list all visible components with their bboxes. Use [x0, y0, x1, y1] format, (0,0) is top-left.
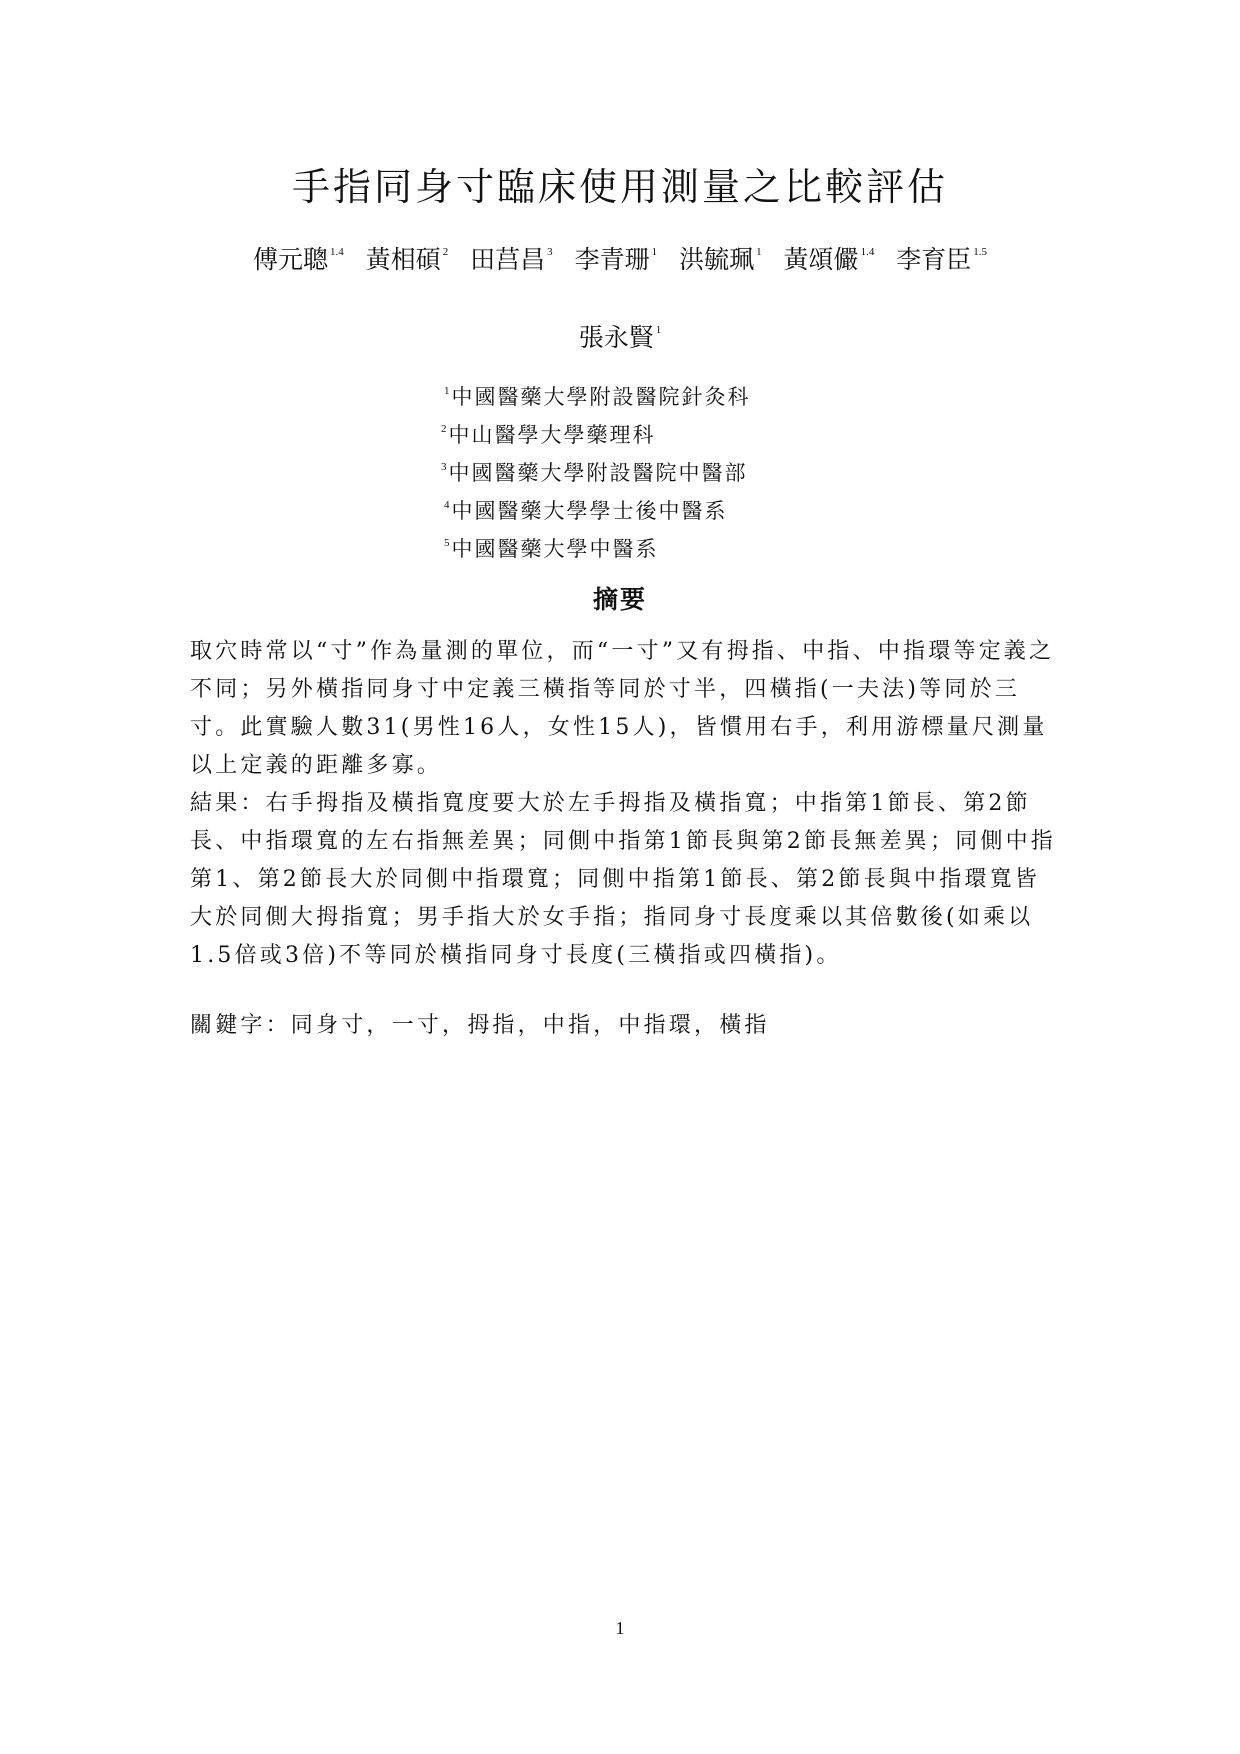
- author-list: [0, 240, 1240, 280]
- author-name: 李青珊: [574, 245, 650, 274]
- author: [253, 245, 344, 274]
- page-number: 1: [615, 1618, 625, 1638]
- author: [366, 245, 449, 274]
- affiliation-text: 中國醫藥大學學士後中醫系: [451, 499, 728, 523]
- author-name: 張永賢: [578, 323, 654, 352]
- author: [784, 245, 875, 274]
- author-affiliation-mark: 2: [442, 246, 449, 258]
- author-name: 傅元聰: [252, 245, 328, 274]
- affiliation-text: 中國醫藥大學附設醫院針灸科: [451, 385, 751, 409]
- author-list-line2: [0, 318, 1240, 358]
- affiliation-item: [444, 492, 964, 530]
- author-name: 洪毓珮: [679, 245, 755, 274]
- author: [579, 323, 662, 352]
- author-affiliation-mark: 1.4: [329, 246, 344, 258]
- author-affiliation-mark: 1: [655, 324, 662, 336]
- author-affiliation-mark: 1.4: [860, 246, 875, 258]
- affiliation-item: [444, 530, 964, 568]
- affiliation-item: [441, 416, 964, 454]
- keywords-line: 關鍵字：同身寸，一寸，拇指，中指，中指環，橫指: [190, 1013, 770, 1038]
- affiliation-item: [444, 378, 964, 416]
- author: [470, 245, 553, 274]
- affiliation-list: [441, 378, 964, 568]
- affiliation-text: 中山醫學大學藥理科: [448, 423, 656, 447]
- affiliation-number: 4: [444, 499, 450, 511]
- paper-title: 手指同身寸臨床使用測量之比較評估: [291, 165, 948, 209]
- affiliation-text: 中國醫藥大學中醫系: [451, 537, 659, 561]
- author-name: 黃相碩: [365, 245, 441, 274]
- author-affiliation-mark: 3: [547, 246, 553, 258]
- author: [896, 245, 987, 274]
- abstract-paragraph: 取穴時常以“寸”作為量測的單位，而“一寸”又有拇指、中指、中指環等定義之不同；另外橫指同身寸中定義三橫指等同於寸半，四橫指(一夫法)等同於三寸。此實驗人數31(男性16人，女性15人)，皆慣用右手，利用游標量尺測量以上定義的距離多寡。: [190, 639, 1055, 778]
- affiliation-item: [441, 454, 964, 492]
- author-affiliation-mark: 1: [651, 246, 658, 258]
- affiliation-number: 1: [444, 385, 450, 397]
- author-affiliation-mark: 1: [756, 246, 762, 258]
- affiliation-number: 2: [441, 423, 447, 435]
- author-name: 黃頌儼: [783, 245, 859, 274]
- affiliation-number: 3: [441, 461, 447, 473]
- affiliation-text: 中國醫藥大學附設醫院中醫部: [448, 461, 748, 485]
- author: [679, 245, 762, 274]
- author-affiliation-mark: 1.5: [973, 246, 988, 258]
- author-name: 田莒昌: [470, 245, 546, 274]
- abstract-heading: 摘要: [592, 585, 647, 614]
- author-name: 李育臣: [896, 245, 972, 274]
- results-paragraph: 結果：右手拇指及橫指寬度要大於左手拇指及橫指寬；中指第1節長、第2節長、中指環寬的左右指無差異；同側中指第1節長與第2節長無差異；同側中指第1、第2節長大於同側中指環寬；同側中指第1節長、第2節長與中指環寬皆大於同側大拇指寬；男手指大於女手指；指同身寸長度乘以其倍數後(如乘以1.5倍或3倍)不等同於橫指同身寸長度(三橫指或四橫指)。: [190, 791, 1056, 968]
- author: [575, 245, 658, 274]
- affiliation-number: 5: [444, 537, 450, 549]
